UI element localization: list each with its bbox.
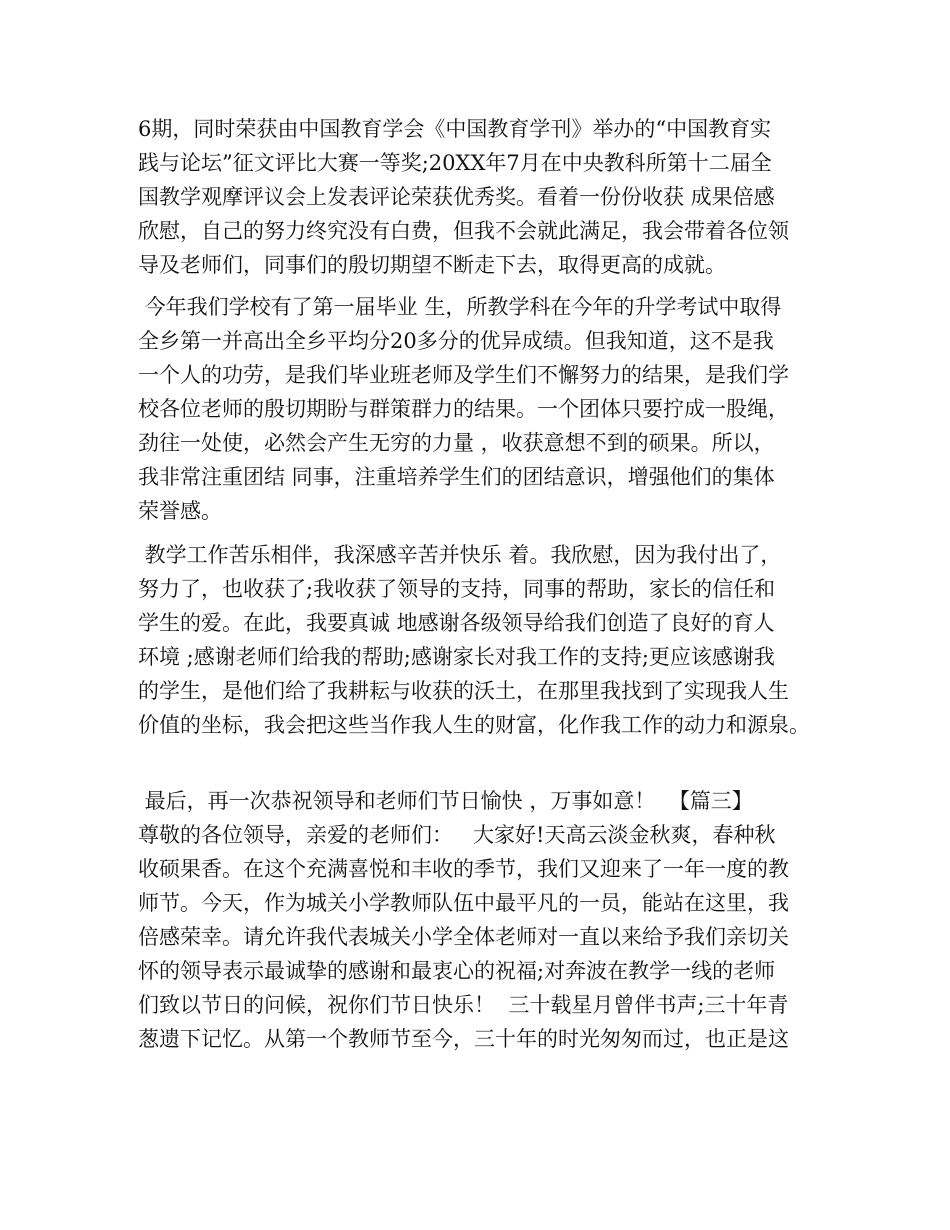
text-line: 今年我们学校有了第一届毕业 生，所教学科在今年的升学考试中取得 (138, 295, 782, 319)
text-line: 教学工作苦乐相伴，我深感辛苦并快乐 着。我欣慰，因为我付出了， (138, 543, 782, 567)
text-line: 国教学观摩评议会上发表评论荣获优秀奖。看着一份份收获 成果倍感 (138, 185, 775, 209)
text-line: 尊敬的各位领导，亲爱的老师们： 大家好!天高云淡金秋爽，春种秋 (138, 823, 776, 847)
text-line: 的学生，是他们给了我耕耘与收获的沃土，在那里我找到了实现我人生 (138, 679, 789, 703)
text-line: 努力了，也收获了;我收获了领导的支持，同事的帮助，家长的信任和 (138, 577, 776, 601)
text-line: 师节。今天，作为城关小学教师队伍中最平凡的一员，能站在这里，我 (138, 891, 789, 915)
text-line: 劲往一处使，必然会产生无穷的力量 ，收获意想不到的硕果。所以， (138, 431, 775, 455)
text-line: 全乡第一并高出全乡平均分20多分的优异成绩。但我知道，这不是我 (138, 329, 774, 353)
text-line: 怀的领导表示最诚挚的感谢和最衷心的祝福;对奔波在教学一线的老师 (138, 959, 776, 983)
text-line: 学生的爱。在此，我要真诚 地感谢各级领导给我们创造了良好的育人 (138, 611, 775, 635)
text-line: 环境 ;感谢老师们给我的帮助;感谢家长对我工作的支持;更应该感谢我 (138, 645, 775, 669)
text-line: 倍感荣幸。请允许我代表城关小学全体老师对一直以来给予我们亲切关 (138, 925, 789, 949)
text-line: 们致以节日的问候，祝你们节日快乐！ 三十载星月曾伴书声;三十年青 (138, 993, 789, 1017)
text-line: 校各位老师的殷切期盼与群策群力的结果。一个团体只要拧成一股绳， (138, 397, 789, 421)
text-line: 践与论坛”征文评比大赛一等奖;20XX年7月在中央教科所第十二届全 (138, 151, 772, 175)
text-line: 导及老师们，同事们的殷切期望不断走下去，取得更高的成就。 (138, 253, 726, 277)
text-line: 收硕果香。在这个充满喜悦和丰收的季节，我们又迎来了一年一度的教 (138, 857, 789, 881)
text-line: 我非常注重团结 同事，注重培养学生们的团结意识，增强他们的集体 (138, 465, 775, 489)
text-line: 葱遗下记忆。从第一个教师节至今，三十年的时光匆匆而过，也正是这 (138, 1027, 789, 1051)
text-line: 最后，再一次恭祝领导和老师们节日愉快 ，万事如意！ 【篇三】 (138, 789, 753, 813)
text-line: 一个人的功劳，是我们毕业班老师及学生们不懈努力的结果，是我们学 (138, 363, 789, 387)
text-line: 价值的坐标，我会把这些当作我人生的财富，化作我工作的动力和源泉。 (138, 713, 810, 737)
text-line: 欣慰，自己的努力终究没有白费，但我不会就此满足，我会带着各位领 (138, 219, 789, 243)
text-line: 6期，同时荣获由中国教育学会《中国教育学刊》举办的“中国教育实 (138, 117, 772, 141)
text-line: 荣誉感。 (138, 499, 222, 523)
